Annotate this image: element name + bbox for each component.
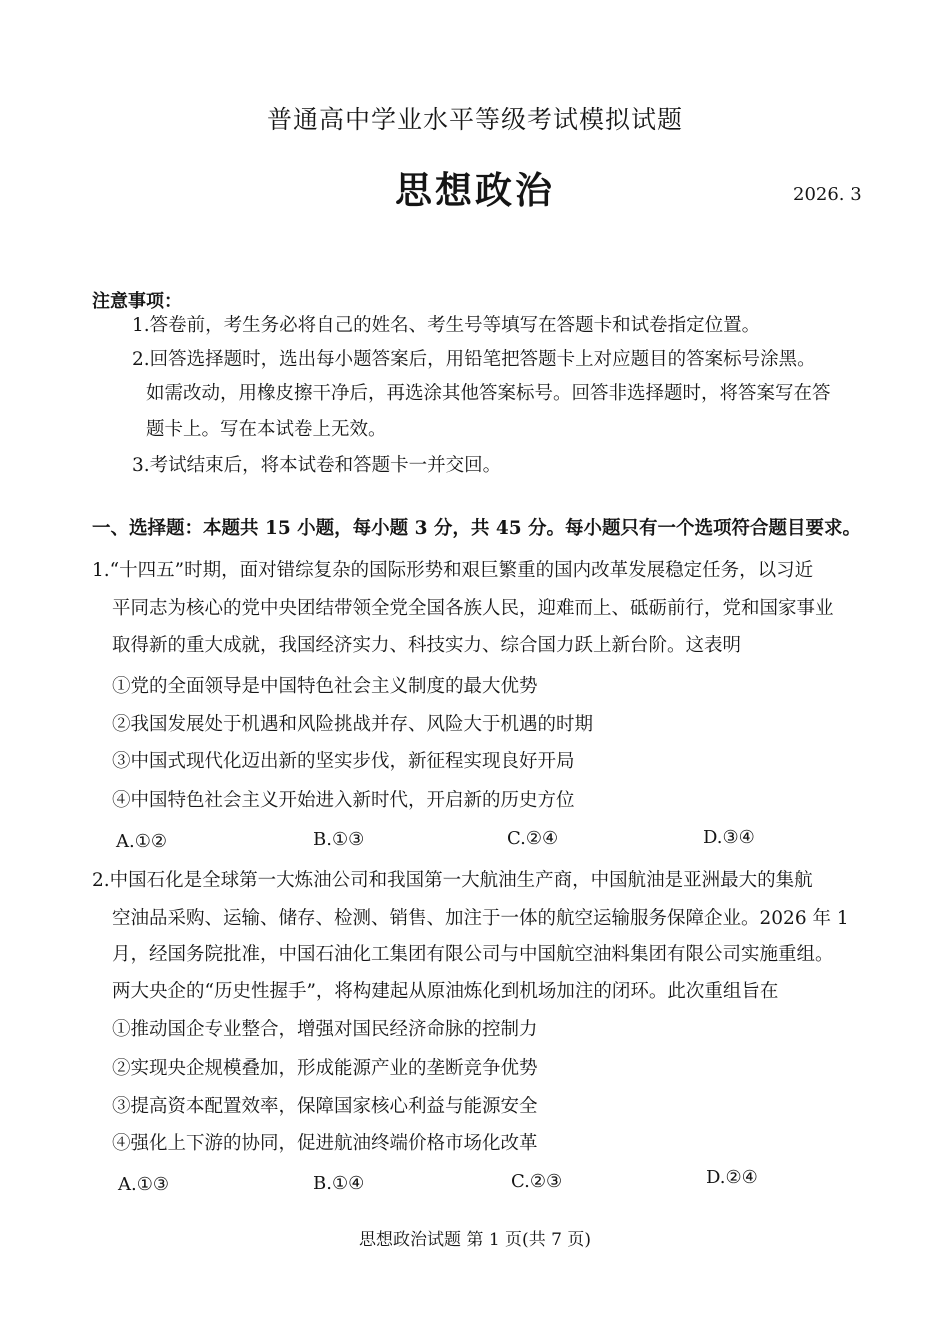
notice-line: 2.回答选择题时，选出每小题答案后，用铅笔把答题卡上对应题目的答案标号涂黑。 [132, 349, 816, 370]
question-stem-line: 月，经国务院批准，中国石油化工集团有限公司与中国航空油料集团有限公司实施重组。 [112, 944, 834, 965]
subject-title: 思想政治 [395, 168, 555, 212]
option-a: A.①③ [118, 1174, 169, 1195]
question-stem-line: 两大央企的“历史性握手”，将构建起从原油炼化到机场加注的闭环。此次重组旨在 [112, 981, 779, 1002]
option-b: B.①④ [313, 1173, 365, 1194]
notice-line: 题卡上。写在本试卷上无效。 [146, 419, 387, 440]
page-footer: 思想政治试题 第 1 页(共 7 页) [359, 1230, 591, 1250]
statement: ③中国式现代化迈出新的坚实步伐，新征程实现良好开局 [112, 751, 575, 772]
statement: ④强化上下游的协同，促进航油终端价格市场化改革 [112, 1133, 538, 1154]
notice-heading: 注意事项： [92, 291, 182, 312]
option-c: C.②④ [507, 828, 559, 849]
question-stem-line: 2.中国石化是全球第一大炼油公司和我国第一大航油生产商，中国航油是亚洲最大的集航 [92, 870, 813, 891]
section-heading: 一、选择题：本题共 15 小题，每小题 3 分，共 45 分。每小题只有一个选项符合题目要求。 [92, 518, 862, 539]
question-stem-line: 1.“十四五”时期，面对错综复杂的国际形势和艰巨繁重的国内改革发展稳定任务，以习近 [92, 560, 814, 581]
option-d: D.②④ [706, 1167, 758, 1188]
option-d: D.③④ [703, 827, 755, 848]
option-c: C.②③ [511, 1171, 563, 1192]
option-b: B.①③ [313, 829, 365, 850]
notice-line: 如需改动，用橡皮擦干净后，再选涂其他答案标号。回答非选择题时，将答案写在答 [146, 383, 831, 404]
statement: ②实现央企规模叠加，形成能源产业的垄断竞争优势 [112, 1058, 538, 1079]
notice-line: 1.答卷前，考生务必将自己的姓名、考生号等填写在答题卡和试卷指定位置。 [132, 315, 761, 336]
option-a: A.①② [116, 831, 167, 852]
exam-title: 普通高中学业水平等级考试模拟试题 [266, 105, 683, 134]
exam-date: 2026. 3 [793, 184, 862, 205]
question-stem-line: 取得新的重大成就，我国经济实力、科技实力、综合国力跃上新台阶。这表明 [112, 635, 742, 656]
statement: ①党的全面领导是中国特色社会主义制度的最大优势 [112, 676, 538, 697]
statement: ①推动国企专业整合，增强对国民经济命脉的控制力 [112, 1019, 538, 1040]
notice-line: 3.考试结束后，将本试卷和答题卡一并交回。 [132, 455, 502, 476]
statement: ④中国特色社会主义开始进入新时代，开启新的历史方位 [112, 790, 575, 811]
statement: ②我国发展处于机遇和风险挑战并存、风险大于机遇的时期 [112, 714, 594, 735]
question-stem-line: 平同志为核心的党中央团结带领全党全国各族人民，迎难而上、砥砺前行，党和国家事业 [112, 598, 834, 619]
question-stem-line: 空油品采购、运输、储存、检测、销售、加注于一体的航空运输服务保障企业。2026 年 1 [112, 908, 849, 929]
statement: ③提高资本配置效率，保障国家核心利益与能源安全 [112, 1096, 538, 1117]
